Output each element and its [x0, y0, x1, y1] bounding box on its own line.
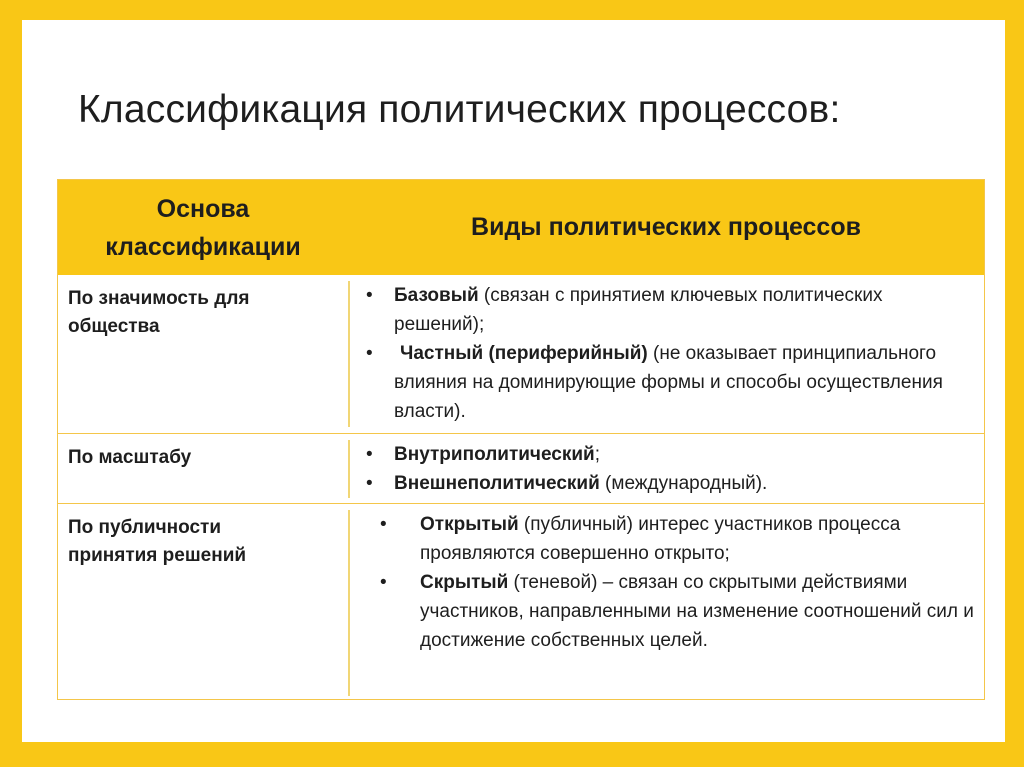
header-basis	[58, 180, 348, 275]
type-description: (связан с принятием ключевых политических решений);	[394, 285, 883, 335]
column-divider	[348, 440, 350, 498]
row-basis: По публичности принятия решений	[68, 517, 247, 566]
table-header	[58, 180, 984, 275]
bullet-icon: •	[380, 514, 387, 535]
classification-table	[57, 179, 985, 700]
bullet-icon: •	[366, 285, 373, 306]
list-item	[358, 440, 974, 469]
type-name: Частный (периферийный)	[400, 343, 648, 364]
types-list	[358, 440, 974, 498]
bullet-icon: •	[366, 473, 373, 494]
column-divider	[348, 281, 350, 427]
bullet-icon: •	[380, 572, 387, 593]
column-divider	[348, 510, 350, 696]
type-description: (публичный) интерес участников процесса проявляются совершенно открыто;	[420, 514, 901, 564]
table-row	[58, 433, 984, 504]
types-list	[358, 510, 974, 655]
header-basis-line2: классификации	[105, 232, 301, 261]
type-name: Внешнеполитический	[394, 473, 600, 494]
list-item	[358, 469, 974, 498]
type-description: (теневой) – связан со скрытыми действиями участников, направленными на изменение соотношений сил и достижение собственных целей.	[420, 572, 974, 651]
type-description: ;	[594, 444, 600, 465]
type-description: (не оказывает принципиального влияния на доминирующие формы и способы осуществления власти).	[394, 343, 943, 422]
type-name: Открытый	[420, 514, 519, 535]
list-item	[358, 568, 974, 655]
table-row	[58, 503, 984, 700]
type-name: Внутриполитический	[394, 444, 595, 465]
list-item	[358, 339, 974, 426]
bullet-icon: •	[366, 343, 373, 364]
types-list	[358, 281, 974, 426]
list-item	[358, 281, 974, 339]
row-basis: По масштабу	[68, 447, 192, 468]
type-description: (международный).	[599, 473, 768, 494]
table-row	[58, 275, 984, 433]
slide	[22, 20, 1005, 742]
row-basis: По значимость для общества	[68, 288, 250, 337]
type-name: Базовый	[394, 285, 479, 306]
list-item	[358, 510, 974, 568]
header-types: Виды политических процессов	[471, 213, 861, 241]
slide-title: Классификация политических процессов:	[78, 88, 841, 131]
bullet-icon: •	[366, 444, 373, 465]
type-name: Скрытый	[420, 572, 509, 593]
header-basis-line1: Основа	[156, 194, 250, 223]
